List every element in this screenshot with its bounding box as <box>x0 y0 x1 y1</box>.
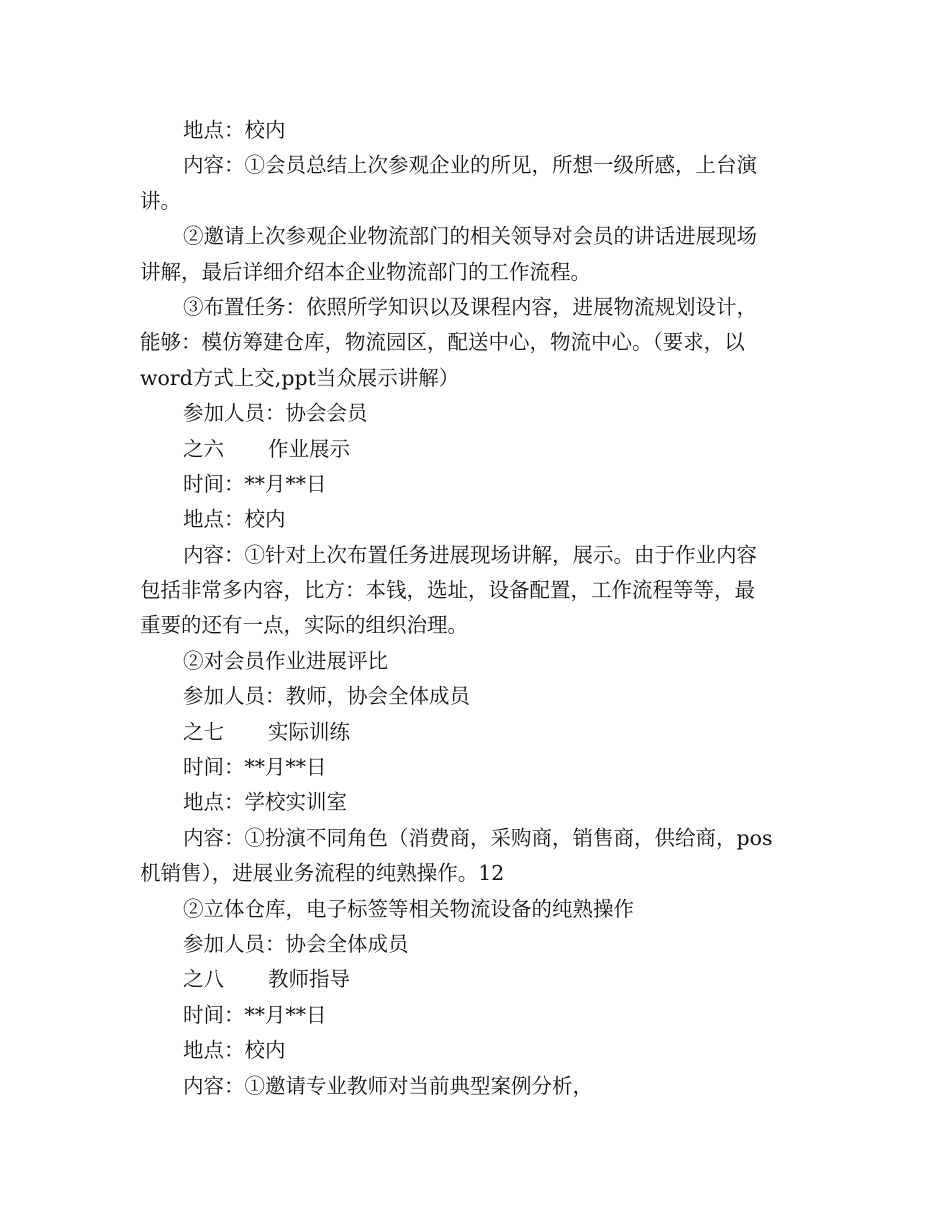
section-number: 之八 <box>183 967 224 992</box>
section-heading <box>140 432 812 467</box>
text-line: 地点：校内 <box>183 1038 286 1063</box>
text-line: 时间：**月**日 <box>183 471 327 496</box>
section-title: 教师指导 <box>268 967 350 992</box>
text-line: 讲。 <box>140 188 181 213</box>
text-line: 内容：①针对上次布置任务进展现场讲解，展示。由于作业内容 <box>183 542 757 567</box>
text-line: 能够：模仿筹建仓库，物流园区，配送中心，物流中心。（要求，以 <box>140 330 745 355</box>
text-line: 地点：学校实训室 <box>183 790 347 815</box>
text-line: 内容：①邀请专业教师对当前典型案例分析， <box>183 1073 593 1098</box>
text-line: 地点：校内 <box>183 507 286 532</box>
text-line: 讲解，最后详细介绍本企业物流部门的工作流程。 <box>140 259 591 284</box>
text-line: 时间：**月**日 <box>183 1002 327 1027</box>
text-line: ③布置任务：依照所学知识以及课程内容，进展物流规划设计， <box>183 294 757 319</box>
text-line: ②邀请上次参观企业物流部门的相关领导对会员的讲话进展现场 <box>183 224 757 249</box>
section-title: 作业展示 <box>268 436 350 461</box>
section-title: 实际训练 <box>268 719 350 744</box>
text-line: 内容：①扮演不同角色（消费商，采购商，销售商，供给商，pos <box>183 825 773 850</box>
text-line: ②立体仓库，电子标签等相关物流设备的纯熟操作 <box>183 896 634 921</box>
section-number: 之六 <box>183 436 224 461</box>
section-number: 之七 <box>183 719 224 744</box>
text-line: 参加人员：教师，协会全体成员 <box>183 684 470 709</box>
section-heading <box>140 715 812 750</box>
text-line: 参加人员：协会会员 <box>183 401 368 426</box>
text-line: 机销售），进展业务流程的纯熟操作。12 <box>140 861 505 886</box>
text-line: 重要的还有一点，实际的组织治理。 <box>140 613 468 638</box>
text-line: 内容：①会员总结上次参观企业的所见，所想一级所感，上台演 <box>183 153 757 178</box>
document-body <box>140 113 812 1104</box>
text-line: 包括非常多内容，比方：本钱，选址，设备配置，工作流程等等，最 <box>140 578 755 603</box>
section-heading <box>140 962 812 997</box>
text-line: 参加人员：协会全体成员 <box>183 931 409 956</box>
text-line: 地点：校内 <box>183 118 286 142</box>
text-line: 时间：**月**日 <box>183 755 327 780</box>
text-line: word方式上交,ppt当众展示讲解） <box>140 365 460 390</box>
text-line: ②对会员作业进展评比 <box>183 648 388 673</box>
